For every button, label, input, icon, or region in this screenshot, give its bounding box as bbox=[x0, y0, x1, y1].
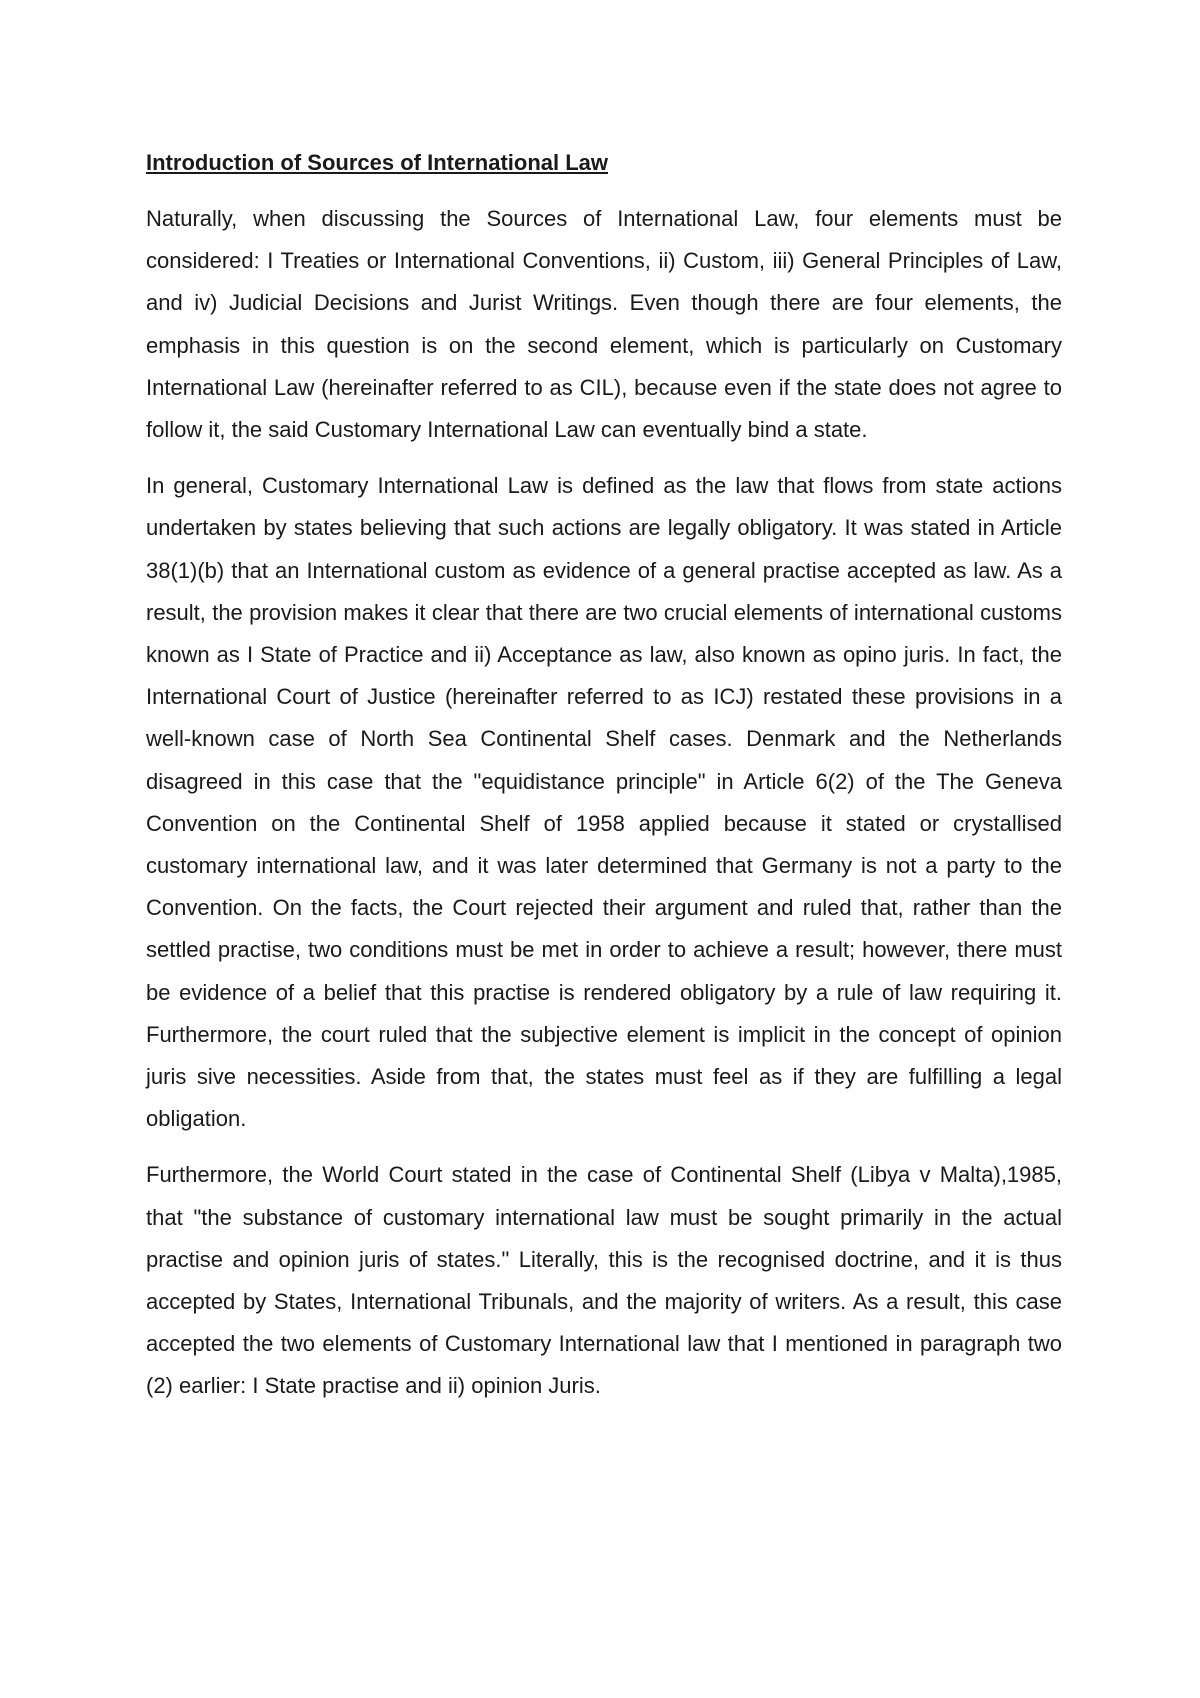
document-title: Introduction of Sources of International Law bbox=[146, 150, 609, 175]
paragraph-1: Naturally, when discussing the Sources of International Law, four elements must be considered: I Treaties or International Conventions, ii) Custom, iii) General Principles of Law, and iv) Judicial Decisions and Jurist Writings. Even though there are four elements, the emphasis in this question is on the second element, which is particularly on Customary International Law (hereinafter referred to as CIL), because even if the state does not agree to follow it, the said Customary International Law can eventually bind a state. bbox=[146, 206, 1062, 443]
paragraph-3: Furthermore, the World Court stated in the case of Continental Shelf (Libya v Malta),1985, that "the substance of customary international law must be sought primarily in the actual practise and opinion juris of states." Literally, this is the recognised doctrine, and it is thus accepted by States, International Tribunals, and the majority of writers. As a result, this case accepted the two elements of Customary International law that I mentioned in paragraph two (2) earlier: I State practise and ii) opinion Juris. bbox=[146, 1162, 1062, 1399]
document-body bbox=[146, 142, 1062, 1422]
paragraph-2: In general, Customary International Law is defined as the law that flows from state actions undertaken by states believing that such actions are legally obligatory. It was stated in Article 38(1)(b) that an International custom as evidence of a general practise accepted as law. As a result, the provision makes it clear that there are two crucial elements of international customs known as I State of Practice and ii) Acceptance as law, also known as opino juris. In fact, the International Court of Justice (hereinafter referred to as ICJ) restated these provisions in a well-known case of North Sea Continental Shelf cases. Denmark and the Netherlands disagreed in this case that the "equidistance principle" in Article 6(2) of the The Geneva Convention on the Continental Shelf of 1958 applied because it stated or crystallised customary international law, and it was later determined that Germany is not a party to the Convention. On the facts, the Court rejected their argument and ruled that, rather than the settled practise, two conditions must be met in order to achieve a result; however, there must be evidence of a belief that this practise is rendered obligatory by a rule of law requiring it. Furthermore, the court ruled that the subjective element is implicit in the concept of opinion juris sive necessities. Aside from that, the states must feel as if they are fulfilling a legal obligation. bbox=[146, 473, 1062, 1132]
